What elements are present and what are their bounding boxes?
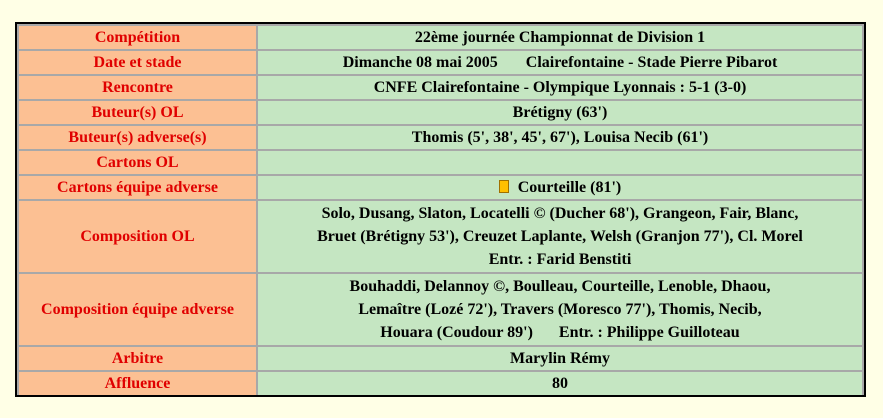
match-sheet-table (15, 22, 866, 397)
value-arbitre: Marylin Rémy (258, 347, 862, 370)
composition-adverse-line-2: Lemaître (Lozé 72'), Travers (Moresco 77'), Thomis, Necib, (358, 301, 762, 318)
value-composition-adverse (258, 274, 862, 345)
row-composition-adverse (19, 274, 862, 345)
row-composition-ol (19, 201, 862, 272)
value-buteurs-ol: Brétigny (63') (258, 101, 862, 124)
value-date-stade (258, 51, 862, 74)
match-table (17, 24, 864, 397)
match-stadium: Clairefontaine - Stade Pierre Pibarot (525, 54, 778, 71)
match-date: Dimanche 08 mai 2005 (342, 54, 498, 71)
label-rencontre: Rencontre (19, 76, 256, 99)
row-competition (19, 26, 862, 49)
row-arbitre (19, 347, 862, 370)
card-recipient: Courteille (81') (517, 179, 622, 196)
row-rencontre (19, 76, 862, 99)
composition-adverse-coach: Entr. : Philippe Guilloteau (558, 324, 740, 341)
label-competition: Compétition (19, 26, 256, 49)
row-date-stade (19, 51, 862, 74)
composition-ol-coach: Entr. : Farid Benstiti (488, 251, 632, 268)
value-composition-ol (258, 201, 862, 272)
composition-ol-line-1: Solo, Dusang, Slaton, Locatelli © (Ducher 68'), Grangeon, Fair, Blanc, (321, 205, 799, 222)
value-affluence: 80 (258, 372, 862, 395)
value-rencontre: CNFE Clairefontaine - Olympique Lyonnais : 5-1 (3-0) (258, 76, 862, 99)
value-competition: 22ème journée Championnat de Division 1 (258, 26, 862, 49)
value-cartons-ol (258, 151, 862, 174)
value-cartons-adverses (258, 176, 862, 199)
row-affluence (19, 372, 862, 395)
composition-adverse-line-1: Bouhaddi, Delannoy ©, Boulleau, Courteille, Lenoble, Dhaou, (349, 278, 771, 295)
value-buteurs-adverses: Thomis (5', 38', 45', 67'), Louisa Necib (61') (258, 126, 862, 149)
composition-adverse-line-3-players: Houara (Coudour 89') (380, 324, 533, 341)
label-arbitre: Arbitre (19, 347, 256, 370)
label-date-stade: Date et stade (19, 51, 256, 74)
label-cartons-adverses: Cartons équipe adverse (19, 176, 256, 199)
composition-ol-line-2: Bruet (Brétigny 53'), Creuzet Laplante, Welsh (Granjon 77'), Cl. Morel (317, 228, 803, 245)
row-buteurs-ol (19, 101, 862, 124)
label-buteurs-ol: Buteur(s) OL (19, 101, 256, 124)
label-affluence: Affluence (19, 372, 256, 395)
label-composition-adverse: Composition équipe adverse (19, 274, 256, 345)
row-buteurs-adverses (19, 126, 862, 149)
row-cartons-ol (19, 151, 862, 174)
row-cartons-adverses (19, 176, 862, 199)
yellow-card-icon (499, 180, 509, 193)
composition-adverse-line-3 (262, 321, 858, 344)
label-cartons-ol: Cartons OL (19, 151, 256, 174)
label-buteurs-adverses: Buteur(s) adverse(s) (19, 126, 256, 149)
label-composition-ol: Composition OL (19, 201, 256, 272)
